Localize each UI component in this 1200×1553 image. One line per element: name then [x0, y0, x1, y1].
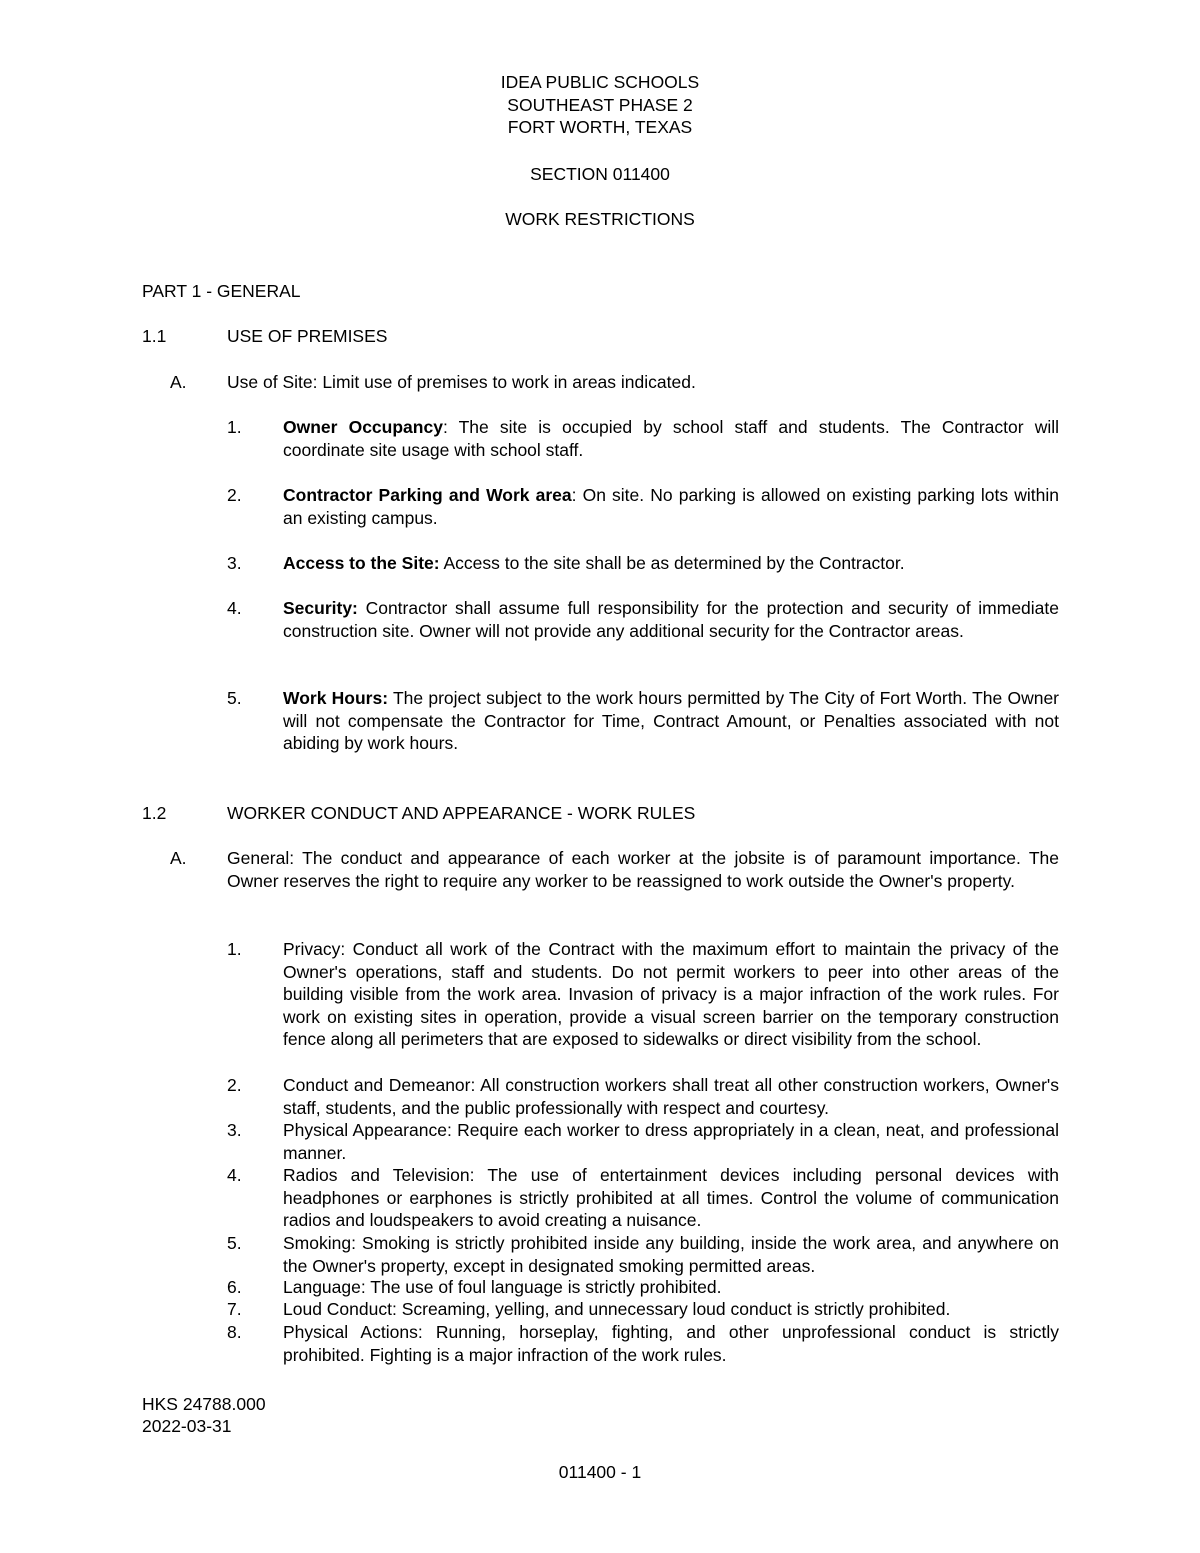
list-item-text — [283, 484, 1059, 529]
list-item-number: 1. — [227, 417, 242, 437]
article-title: USE OF PREMISES — [227, 326, 388, 346]
list-item-heading: Owner Occupancy — [283, 417, 443, 437]
part-title: PART 1 - GENERAL — [142, 281, 301, 301]
list-item-number: 1. — [227, 939, 242, 959]
list-item-number: 3. — [227, 1120, 242, 1140]
list-item-text — [283, 552, 1059, 575]
list-item-body: : On site. No parking is allowed on existing parking lots within an existing campus. — [283, 485, 1059, 528]
list-item-text — [283, 687, 1059, 755]
list-item-heading: Contractor Parking and Work area — [283, 485, 572, 505]
list-item-text: Privacy: Conduct all work of the Contract with the maximum effort to maintain the privacy of the Owner's operations, staff and students. Do not permit workers to peer into other areas of the building visible from the work area. Invasion of privacy is a major infraction of the work rules. For work on existing sites in operation, provide a visual screen barrier on the temporary construction fence along all perimeters that are exposed to sidewalks or direct visibility from the school. — [283, 939, 1059, 1049]
header-owner: IDEA PUBLIC SCHOOLS — [500, 72, 700, 92]
list-item-number: 5. — [227, 1233, 242, 1253]
list-item-number: 4. — [227, 598, 242, 618]
list-item-body: Contractor shall assume full responsibility for the protection and security of immediate construction site. Owner will not provide any additional security for the Contractor areas. — [283, 598, 1059, 641]
list-item-number: 5. — [227, 688, 242, 708]
list-item-text: Smoking: Smoking is strictly prohibited inside any building, inside the work area, and anywhere on the Owner's property, except in designated smoking permitted areas. — [283, 1233, 1059, 1276]
list-item-text — [283, 416, 1059, 461]
list-item-heading: Security: — [283, 598, 358, 618]
paragraph-label: A. — [170, 372, 187, 392]
article-title: WORKER CONDUCT AND APPEARANCE - WORK RULES — [227, 803, 696, 823]
list-item-body: The project subject to the work hours permitted by The City of Fort Worth. The Owner will not compensate the Contractor for Time, Contract Amount, or Penalties associated with not abiding by work hours. — [283, 688, 1059, 753]
list-item-number: 2. — [227, 1075, 242, 1095]
footer-date: 2022-03-31 — [142, 1416, 232, 1436]
list-item-number: 6. — [227, 1277, 242, 1297]
article-number: 1.2 — [142, 803, 167, 823]
paragraph-label: A. — [170, 848, 187, 868]
section-title: WORK RESTRICTIONS — [505, 209, 695, 229]
paragraph-text: General: The conduct and appearance of each worker at the jobsite is of paramount importance. The Owner reserves the right to require any worker to be reassigned to work outside the Owner's property. — [227, 848, 1059, 891]
list-item-heading: Access to the Site: — [283, 553, 440, 573]
list-item-text: Radios and Television: The use of entertainment devices including personal devices with headphones or earphones is strictly prohibited at all times. Control the volume of communication radios and loudspeakers to avoid creating a nuisance. — [283, 1165, 1059, 1230]
section-number: SECTION 011400 — [530, 164, 670, 184]
list-item-number: 8. — [227, 1322, 242, 1342]
header-location: FORT WORTH, TEXAS — [507, 117, 693, 137]
list-item-number: 4. — [227, 1165, 242, 1185]
header-project: SOUTHEAST PHASE 2 — [507, 95, 693, 115]
list-item-text — [283, 597, 1059, 642]
article-number: 1.1 — [142, 326, 167, 346]
list-item-number: 3. — [227, 553, 242, 573]
list-item-text: Loud Conduct: Screaming, yelling, and unnecessary loud conduct is strictly prohibited. — [283, 1299, 951, 1319]
page-number: 011400 - 1 — [558, 1462, 642, 1482]
list-item-body: : The site is occupied by school staff and students. The Contractor will coordinate site usage with school staff. — [283, 417, 1059, 460]
list-item-text: Physical Actions: Running, horseplay, fighting, and other unprofessional conduct is strictly prohibited. Fighting is a major infraction of the work rules. — [283, 1322, 1059, 1365]
list-item-text: Physical Appearance: Require each worker to dress appropriately in a clean, neat, and professional manner. — [283, 1120, 1059, 1163]
list-item-body: Access to the site shall be as determined by the Contractor. — [439, 553, 905, 573]
list-item-number: 2. — [227, 485, 242, 505]
footer-project-number: HKS 24788.000 — [142, 1394, 266, 1414]
list-item-number: 7. — [227, 1299, 242, 1319]
paragraph-text: Use of Site: Limit use of premises to work in areas indicated. — [227, 372, 696, 392]
list-item-text: Conduct and Demeanor: All construction workers shall treat all other construction workers, Owner's staff, students, and the public professionally with respect and courtesy. — [283, 1075, 1059, 1118]
list-item-heading: Work Hours: — [283, 688, 389, 708]
list-item-text: Language: The use of foul language is strictly prohibited. — [283, 1277, 722, 1297]
